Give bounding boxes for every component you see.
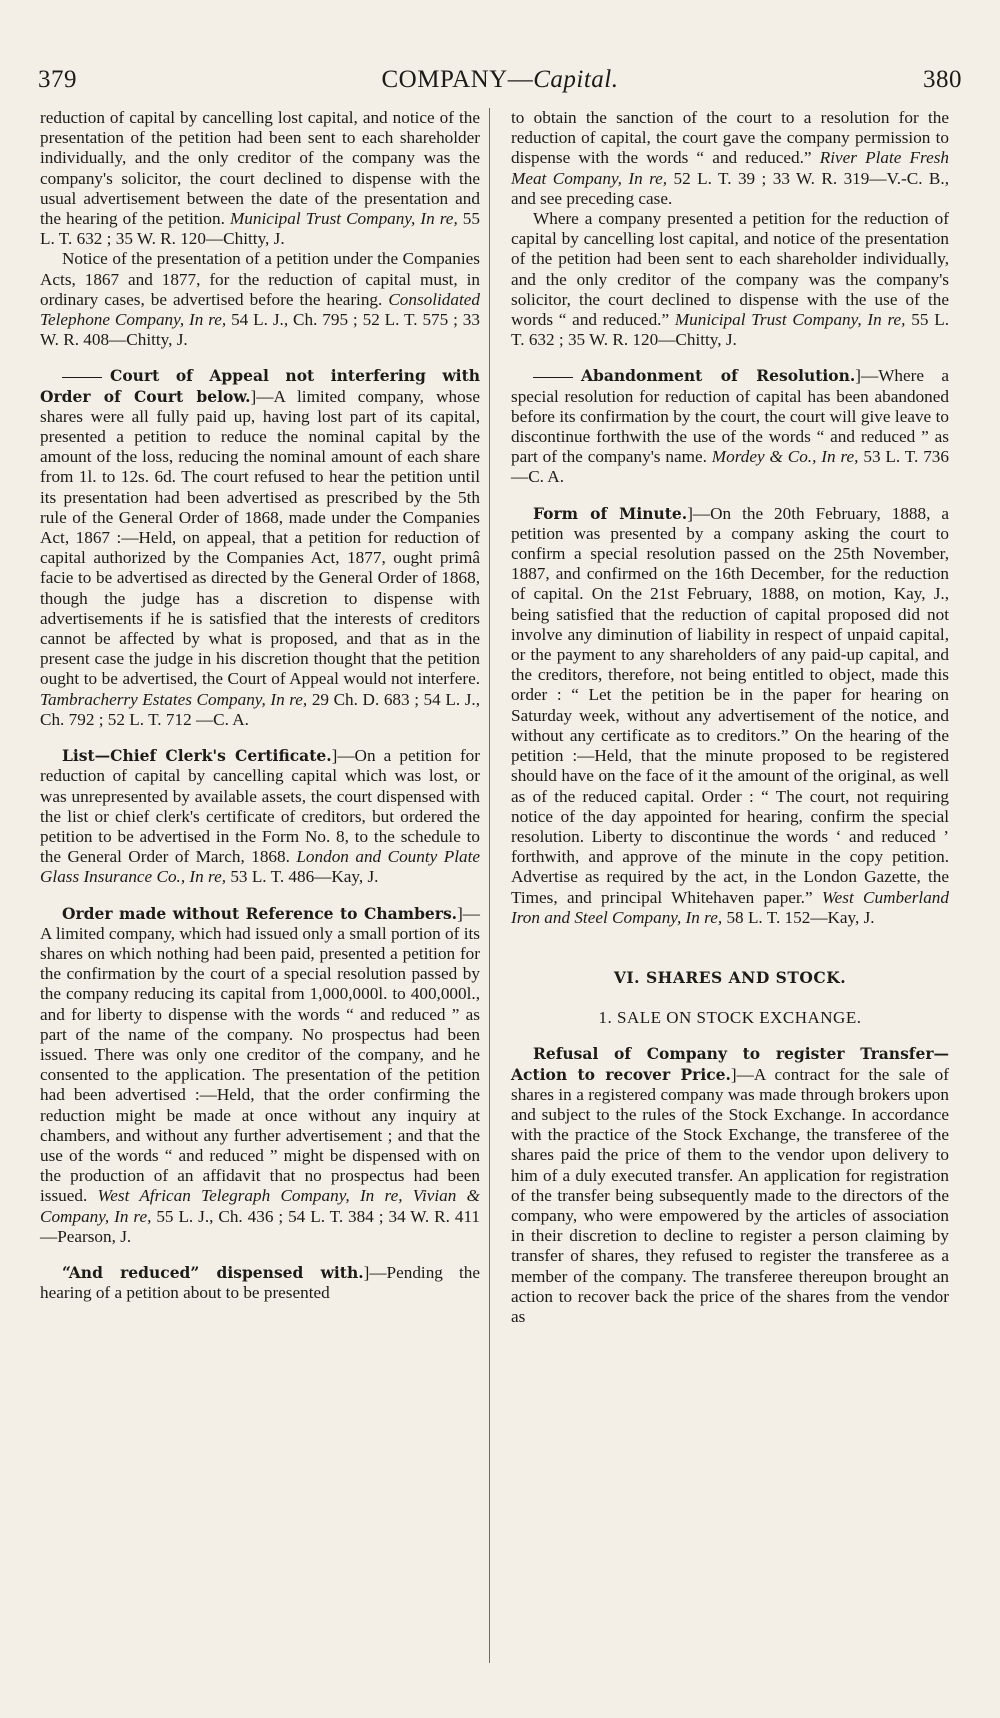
running-header [38,66,962,106]
running-title-main: COMPANY— [381,66,534,93]
paragraph [511,504,949,928]
side-heading: Order made without Reference to Chambers. [62,903,458,923]
side-heading: Abandonment of Resolution. [581,366,856,386]
side-heading: Refusal of Company to register Transfer—Action to recover Price. [511,1044,949,1084]
running-title-italic: Capital. [533,66,619,93]
paragraph [511,209,949,350]
citation: 54 L. J., Ch. 795 ; 52 L. T. 575 ; 33 W. R. 408—Chitty, J. [40,310,480,350]
body-text: Notice of the presentation of a petition under the Companies Acts, 1867 and 1877, for the reduction of capital must, in ordinary cases, be advertised before the hearing. [40,249,480,309]
paragraph [40,746,480,887]
right-column [511,108,949,1327]
em-rule [62,377,102,378]
page-number-right: 380 [923,66,962,93]
paragraph [511,1044,949,1327]
case-name: West African Telegraph Company, In re, Vivian & Company, In re, [40,1186,480,1226]
side-heading: “And reduced” dispensed with. [62,1262,364,1282]
case-name: Municipal Trust Company, In re, [674,310,906,330]
body-text: ]—On the 20th February, 1888, a petition was presented by a company asking the court to confirm a special resolution passed on the 25th November, 1887, and confirmed on the 16th December, for the reduction of capital. On the 21st February, 1888, on motion, Kay, J., being satisfied that the reduction of capital proposed did not involve any diminution of liability in respect of unpaid capital, or the payment to any shareholders of any paid-up capital, and the creditors, therefore, not being entitled to object, made this order : “ Let the petition be in the paper for hearing on Saturday week, without any advertisement of the notice, and without any certificate as to creditors.” On the hearing of the petition :—Held, that the minute proposed to be registered should have on the face of it the amount of the original, as well as of the reduced capital. Order : “ The court, not requiring notice of the day appointed for hearing, confirm the special resolution. Liberty to discontinue the words ‘ and reduced ’ forthwith, and approve of the minute in the copy petition. Advertise as required by the act, in the London Gazette, the Times, and principal Whitehaven paper.” [511,503,949,907]
paragraph [511,366,949,487]
left-column [40,108,480,1303]
page-number-left: 379 [38,66,77,93]
side-heading: List—Chief Clerk's Certificate. [62,746,332,766]
case-name: Municipal Trust Company, In re, [229,209,458,229]
body-text: ]—A limited company, which had issued only a small portion of its shares on which nothing had been paid, presented a petition for the confirmation by the court of a special resolution passed by the company reducing its capital from 1,000,000l. to 400,000l., and for liberty to dispense with the words “ and reduced ” as part of the name of the company. No prospectus had been issued. There was only one creditor of the company, and he consented to the application. The presentation of the petition had been advertised :—Held, that the order confirming the reduction might be made at once without any inquiry at chambers, and without any further advertisement ; and that the use of the words “ and reduced ” might be dispensed with on the production of an affidavit that no prospectus had been issued. [40,903,480,1206]
case-name: River Plate Fresh Meat Company, In re, [511,148,949,188]
body-text: reduction of capital by cancelling lost capital, and notice of the presentation of the petition had been sent to each shareholder individually, and the only creditor of the company was the company's solicitor, the court declined to dispense with the usual advertisement between the date of the presentation and the hearing of the petition. [40,108,480,229]
body-text: ]—A contract for the sale of shares in a registered company was made through brokers upon and subject to the rules of the Stock Exchange. In accordance with the practice of the Stock Exchange, the transferee of the shares paid the price of them to the vendor upon delivery to him of a duly executed transfer. An application for registration of the transfer being subsequently made to the directors of the company, who were empowered by the articles of association in their discretion to decline to register a person claiming by transfer of shares, they refused to register the transferee as a member of the company. The transferee thereupon brought an action to recover back the price of the shares from the vendor as [511,1064,949,1326]
paragraph [40,366,480,730]
body-text: Where a company presented a petition for the reduction of capital by cancelling lost capital, and notice of the presentation of the petition had been sent to each shareholder individually, and the only creditor of the company was the company's solicitor, the court declined to dispense with the use of the words “ and reduced.” [511,209,949,330]
case-name: Consolidated Telephone Company, In re, [40,289,480,330]
body-text: ]—Where a special resolution for reduction of capital has been abandoned before its confirmation by the court, the court will give leave to discontinue forthwith the use of the words “ and reduced ” as part of the company's name. [511,366,949,467]
citation: 53 L. T. 486—Kay, J. [226,867,379,887]
body-text: ]—A limited company, whose shares were all fully paid up, having lost part of its capital, presented a petition to reduce the nominal capital by the amount of the loss, reducing the nominal amount of each share from 1l. to 12s. 6d. The court refused to hear the petition until its presentation had been advertised as prescribed by the 5th rule of the General Order of 1868, made under the Companies Act, 1867 :—Held, on appeal, that a petition for reduction of capital authorized by the Companies Act, 1877, ought primâ facie to be advertised as directed by the General Order of 1868, though the judge has a discretion to dispense with advertisements if he is satisfied that the interests of creditors cannot be affected by what is proposed, and that as in the present case the judge in his discretion thought that the petition ought to be advertised, the Court of Appeal would not interfere. [40,386,481,689]
citation: 29 Ch. D. 683 ; 54 L. J., Ch. 792 ; 52 L. T. 712 —C. A. [40,689,480,729]
paragraph [40,108,480,249]
case-name: London and County Plate Glass Insurance Co., In re, [40,847,480,887]
side-heading: Court of Appeal not interfering with Order of Court below. [40,366,480,406]
side-heading: Form of Minute. [533,503,688,523]
citation: 53 L. T. 736—C. A. [511,447,949,487]
paragraph [40,1263,480,1303]
running-title [38,66,962,94]
citation: 52 L. T. 39 ; 33 W. R. 319—V.-C. B., and see preceding case. [511,168,949,208]
case-name: Tambracherry Estates Company, In re, [40,689,308,709]
citation: 55 L. T. 632 ; 35 W. R. 120—Chitty, J. [40,209,480,249]
paragraph [40,249,480,350]
em-rule [533,377,573,378]
citation: 55 L. T. 632 ; 35 W. R. 120—Chitty, J. [511,310,949,350]
citation: 58 L. T. 152—Kay, J. [722,907,875,927]
citation: 55 L. J., Ch. 436 ; 54 L. T. 384 ; 34 W. R. 411—Pearson, J. [40,1206,480,1246]
subsection-heading: 1. SALE ON STOCK EXCHANGE. [598,1008,862,1028]
paragraph [40,904,480,1247]
case-name: Mordey & Co., In re, [711,447,859,467]
body-text: ]—Pending the hearing of a petition about to be presented [40,1262,480,1303]
column-divider [489,108,490,1663]
body-text: to obtain the sanction of the court to a resolution for the reduction of capital, the court gave the company permission to dispense with the words “ and reduced.” [511,108,949,168]
body-text: ]—On a petition for reduction of capital by cancelling capital which was lost, or was unrepresented by available assets, the court dispensed with the list or chief clerk's certificate of creditors, but ordered the petition to be advertised in the Form No. 8, to the schedule to the General Order of March, 1868. [40,746,480,867]
section-heading: VI. SHARES AND STOCK. [613,967,847,987]
paragraph [511,108,949,209]
case-name: West Cumberland Iron and Steel Company, In re, [511,887,949,927]
